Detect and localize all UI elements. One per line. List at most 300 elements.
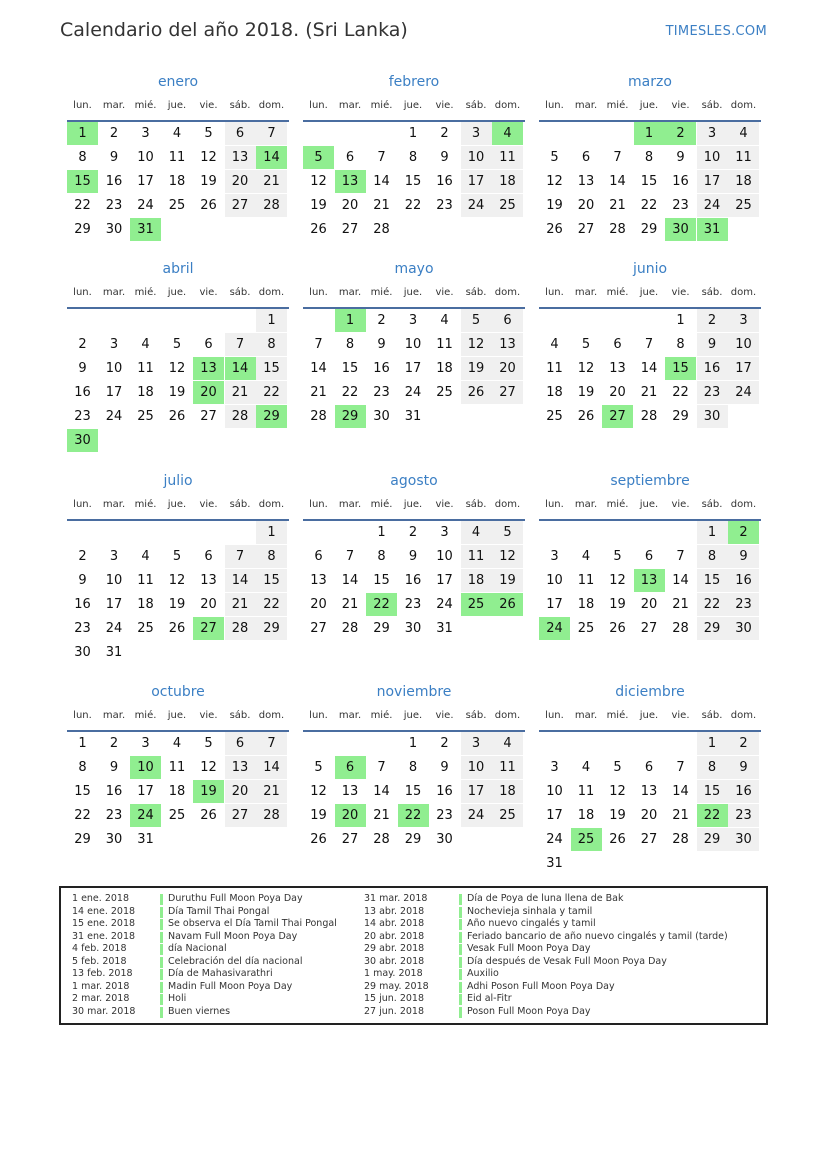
day-cell: 4 <box>550 337 559 352</box>
day-cell: 12 <box>310 784 327 799</box>
day-cell: 28 <box>609 222 626 237</box>
weekday-header: lun. <box>545 287 564 298</box>
weekday-header: mié. <box>134 710 157 721</box>
day-cell: 21 <box>225 593 256 616</box>
legend-date: 4 feb. 2018 <box>72 943 127 954</box>
day-cell: 7 <box>256 122 287 145</box>
holiday-day-cell: 4 <box>492 122 523 145</box>
holiday-day-cell: 5 <box>303 146 334 169</box>
day-cell: 1 <box>256 309 287 332</box>
holiday-day-cell: 31 <box>697 218 728 241</box>
day-cell: 7 <box>314 337 323 352</box>
month-name: abril <box>162 261 194 277</box>
day-cell: 13 <box>200 573 217 588</box>
day-cell: 24 <box>137 198 154 213</box>
holiday-day-cell: 13 <box>634 569 665 592</box>
day-cell: 27 <box>341 832 359 847</box>
day-cell: 5 <box>204 736 213 751</box>
month-junio <box>539 261 761 461</box>
day-cell: 17 <box>728 357 759 380</box>
day-cell: 6 <box>314 549 323 564</box>
day-cell: 19 <box>492 569 523 592</box>
day-cell: 14 <box>341 573 359 588</box>
holiday-day-cell: 22 <box>398 804 429 827</box>
weekday-header: dom. <box>494 100 521 111</box>
weekday-header: dom. <box>730 710 757 721</box>
day-cell: 27 <box>225 804 256 827</box>
weekday-header: jue. <box>167 100 187 111</box>
holiday-day-cell: 20 <box>193 381 224 404</box>
day-cell: 17 <box>105 597 123 612</box>
day-cell: 10 <box>546 784 563 799</box>
day-cell: 12 <box>168 573 186 588</box>
day-cell: 21 <box>225 381 256 404</box>
weekday-header: mié. <box>606 499 629 510</box>
holiday-day-cell: 20 <box>335 804 366 827</box>
day-cell: 25 <box>168 808 186 823</box>
day-cell: 21 <box>373 198 390 213</box>
month-abril <box>67 261 289 461</box>
day-cell: 6 <box>204 337 213 352</box>
day-cell: 23 <box>728 804 759 827</box>
legend-holiday-name: Poson Full Moon Poya Day <box>467 1005 591 1017</box>
holiday-day-cell: 26 <box>492 593 523 616</box>
weekday-header: mié. <box>606 100 629 111</box>
weekday-header: jue. <box>639 710 659 721</box>
day-cell: 8 <box>697 545 728 568</box>
legend-date: 13 abr. 2018 <box>364 905 425 917</box>
day-cell: 9 <box>676 150 685 165</box>
weekday-header: lun. <box>545 499 564 510</box>
day-cell: 22 <box>697 593 728 616</box>
day-cell: 23 <box>436 808 453 823</box>
day-cell: 30 <box>697 405 728 428</box>
holiday-day-cell: 29 <box>256 405 287 428</box>
day-cell: 5 <box>461 309 492 332</box>
weekday-header: mié. <box>606 710 629 721</box>
weekday-header: jue. <box>167 499 187 510</box>
day-cell: 13 <box>640 784 658 799</box>
legend-color-marker <box>160 957 163 968</box>
day-cell: 23 <box>373 385 390 400</box>
weekday-header: mié. <box>606 287 629 298</box>
day-cell: 1 <box>697 521 728 544</box>
day-cell: 23 <box>697 381 728 404</box>
day-cell: 11 <box>137 573 154 588</box>
weekday-header: jue. <box>403 499 423 510</box>
day-cell: 1 <box>408 736 418 751</box>
weekday-header: mié. <box>370 100 393 111</box>
day-cell: 28 <box>672 832 689 847</box>
day-cell: 25 <box>436 385 453 400</box>
day-cell: 12 <box>310 174 327 189</box>
day-cell: 25 <box>137 409 154 424</box>
weekday-header: dom. <box>258 100 285 111</box>
holiday-day-cell: 30 <box>67 429 98 452</box>
day-cell: 12 <box>200 150 217 165</box>
day-cell: 16 <box>74 385 91 400</box>
legend-holiday-name: Vesak Full Moon Poya Day <box>467 943 591 954</box>
day-cell: 3 <box>109 337 119 352</box>
holiday-day-cell: 25 <box>571 828 602 851</box>
weekday-header: sáb. <box>465 287 487 298</box>
day-cell: 15 <box>640 174 658 189</box>
day-cell: 22 <box>256 381 287 404</box>
day-cell: 18 <box>137 597 154 612</box>
day-cell: 15 <box>404 784 422 799</box>
day-cell: 28 <box>373 222 390 237</box>
day-cell: 18 <box>546 385 563 400</box>
day-cell: 14 <box>640 361 658 376</box>
day-cell: 13 <box>310 573 327 588</box>
day-cell: 12 <box>200 760 217 775</box>
day-cell: 23 <box>105 808 123 823</box>
day-cell: 12 <box>461 333 492 356</box>
day-cell: 9 <box>728 756 759 779</box>
legend-color-marker <box>459 969 462 980</box>
weekday-header: sáb. <box>229 100 251 111</box>
day-cell: 19 <box>609 597 626 612</box>
day-cell: 13 <box>225 756 256 779</box>
day-cell: 27 <box>310 621 327 636</box>
day-cell: 7 <box>256 732 287 755</box>
month-marzo <box>539 74 761 274</box>
day-cell: 24 <box>436 597 453 612</box>
day-cell: 2 <box>408 525 418 540</box>
day-cell: 6 <box>613 337 622 352</box>
day-cell: 23 <box>436 198 453 213</box>
day-cell: 7 <box>676 549 685 564</box>
day-cell: 10 <box>461 756 492 779</box>
holiday-day-cell: 22 <box>697 804 728 827</box>
day-cell: 7 <box>225 333 256 356</box>
day-cell: 30 <box>728 617 759 640</box>
day-cell: 5 <box>613 760 622 775</box>
weekday-header: mar. <box>102 100 126 111</box>
day-cell: 28 <box>640 409 658 424</box>
legend-date: 5 feb. 2018 <box>72 955 127 967</box>
legend-date: 27 jun. 2018 <box>364 1005 425 1017</box>
weekday-header: mar. <box>102 710 126 721</box>
day-cell: 9 <box>728 545 759 568</box>
legend-date: 30 mar. 2018 <box>72 1005 136 1017</box>
day-cell: 23 <box>672 198 689 213</box>
day-cell: 5 <box>550 150 559 165</box>
day-cell: 4 <box>172 736 182 751</box>
day-cell: 14 <box>310 361 327 376</box>
day-cell: 8 <box>256 545 287 568</box>
day-cell: 29 <box>404 832 422 847</box>
day-cell: 23 <box>74 621 91 636</box>
weekday-header: lun. <box>309 710 328 721</box>
day-cell: 7 <box>225 545 256 568</box>
day-cell: 6 <box>581 150 591 165</box>
day-cell: 10 <box>436 549 453 564</box>
day-cell: 16 <box>373 361 390 376</box>
day-cell: 29 <box>672 409 689 424</box>
month-name: agosto <box>390 473 438 489</box>
legend-holiday-name: Celebración del día nacional <box>168 955 303 967</box>
day-cell: 18 <box>492 170 523 193</box>
weekday-header: mar. <box>574 499 598 510</box>
day-cell: 10 <box>105 573 123 588</box>
legend-color-marker <box>160 894 163 905</box>
weekday-header: jue. <box>403 287 423 298</box>
day-cell: 12 <box>492 545 523 568</box>
weekday-header: dom. <box>730 499 757 510</box>
weekday-header: dom. <box>258 499 285 510</box>
day-cell: 25 <box>492 194 523 217</box>
weekday-header: mié. <box>134 287 157 298</box>
day-cell: 14 <box>609 174 626 189</box>
day-cell: 28 <box>256 194 287 217</box>
day-cell: 13 <box>609 361 626 376</box>
day-cell: 24 <box>728 381 759 404</box>
day-cell: 28 <box>373 832 390 847</box>
day-cell: 20 <box>640 808 658 823</box>
weekday-header: dom. <box>494 710 521 721</box>
day-cell: 9 <box>440 150 449 165</box>
legend-color-marker <box>459 919 462 930</box>
day-cell: 25 <box>168 198 186 213</box>
day-cell: 29 <box>640 222 658 237</box>
day-cell: 19 <box>310 198 327 213</box>
day-cell: 26 <box>310 832 327 847</box>
day-cell: 11 <box>577 573 595 588</box>
day-cell: 27 <box>492 381 523 404</box>
day-cell: 19 <box>461 357 492 380</box>
day-cell: 24 <box>105 621 123 636</box>
day-cell: 9 <box>408 549 418 564</box>
month-name: diciembre <box>615 684 685 700</box>
day-cell: 8 <box>676 337 685 352</box>
day-cell: 16 <box>672 174 689 189</box>
day-cell: 2 <box>109 736 119 751</box>
day-cell: 24 <box>404 385 422 400</box>
weekday-header: mar. <box>574 710 598 721</box>
month-name: marzo <box>628 74 672 90</box>
legend-date: 15 ene. 2018 <box>72 918 136 929</box>
day-cell: 10 <box>728 333 759 356</box>
day-cell: 13 <box>492 333 523 356</box>
day-cell: 18 <box>728 170 759 193</box>
month-septiembre <box>539 473 761 673</box>
day-cell: 8 <box>256 333 287 356</box>
weekday-header: lun. <box>309 100 328 111</box>
month-name: julio <box>163 473 193 489</box>
day-cell: 30 <box>728 828 759 851</box>
weekday-header: mar. <box>574 100 598 111</box>
holiday-day-cell: 22 <box>366 593 397 616</box>
weekday-header: sáb. <box>229 710 251 721</box>
holiday-day-cell: 30 <box>665 218 696 241</box>
day-cell: 18 <box>436 361 453 376</box>
holiday-day-cell: 13 <box>335 170 366 193</box>
day-cell: 17 <box>461 170 492 193</box>
day-cell: 4 <box>172 126 182 141</box>
day-cell: 22 <box>341 385 359 400</box>
day-cell: 26 <box>577 409 595 424</box>
day-cell: 28 <box>341 621 359 636</box>
day-cell: 21 <box>373 808 390 823</box>
weekday-header: jue. <box>167 710 187 721</box>
day-cell: 9 <box>78 361 87 376</box>
weekday-header: dom. <box>730 100 757 111</box>
day-cell: 9 <box>440 760 449 775</box>
day-cell: 2 <box>109 126 119 141</box>
day-cell: 15 <box>697 569 728 592</box>
weekday-header: vie. <box>435 499 454 510</box>
day-cell: 23 <box>105 198 123 213</box>
weekday-header: sáb. <box>701 100 723 111</box>
legend-color-marker <box>160 907 163 918</box>
day-cell: 23 <box>404 597 422 612</box>
day-cell: 28 <box>256 804 287 827</box>
day-cell: 26 <box>461 381 492 404</box>
weekday-header: mar. <box>574 287 598 298</box>
day-cell: 12 <box>609 573 626 588</box>
legend-color-marker <box>459 982 462 993</box>
day-cell: 17 <box>697 170 728 193</box>
legend-holiday-name: Navam Full Moon Poya Day <box>168 930 298 942</box>
day-cell: 12 <box>609 784 626 799</box>
day-cell: 20 <box>310 597 327 612</box>
month-mayo <box>303 261 525 461</box>
legend-holiday-name: Auxilio <box>467 968 499 979</box>
month-octubre <box>67 684 289 884</box>
holiday-day-cell: 14 <box>225 357 256 380</box>
holiday-day-cell: 13 <box>193 357 224 380</box>
month-julio <box>67 473 289 673</box>
day-cell: 19 <box>168 597 186 612</box>
day-cell: 8 <box>78 760 87 775</box>
weekday-header: dom. <box>730 287 757 298</box>
day-cell: 17 <box>105 385 123 400</box>
day-cell: 15 <box>256 569 287 592</box>
legend-color-marker <box>459 994 462 1005</box>
legend-holiday-name: Feriado bancario de año nuevo cingalés y tamil (tarde) <box>467 930 728 942</box>
weekday-header: vie. <box>199 710 218 721</box>
legend-holiday-name: día Nacional <box>168 943 227 954</box>
weekday-header: mar. <box>338 710 362 721</box>
legend-holiday-name: Se observa el Día Tamil Thai Pongal <box>168 918 337 929</box>
day-cell: 10 <box>461 146 492 169</box>
day-cell: 2 <box>440 126 449 141</box>
weekday-header: lun. <box>73 100 92 111</box>
weekday-header: mié. <box>134 499 157 510</box>
day-cell: 11 <box>728 146 759 169</box>
day-cell: 8 <box>345 337 355 352</box>
day-cell: 24 <box>697 194 728 217</box>
weekday-header: lun. <box>545 710 564 721</box>
day-cell: 1 <box>256 521 287 544</box>
day-cell: 8 <box>408 150 418 165</box>
day-cell: 18 <box>577 597 595 612</box>
day-cell: 30 <box>404 621 422 636</box>
weekday-header: dom. <box>494 287 521 298</box>
day-cell: 11 <box>168 150 186 165</box>
day-cell: 15 <box>373 573 390 588</box>
day-cell: 5 <box>581 337 591 352</box>
day-cell: 9 <box>377 337 386 352</box>
holiday-day-cell: 15 <box>665 357 696 380</box>
legend-holiday-name: Día después de Vesak Full Moon Poya Day <box>467 955 667 967</box>
holiday-day-cell: 10 <box>130 756 161 779</box>
day-cell: 3 <box>461 122 492 145</box>
day-cell: 9 <box>109 150 119 165</box>
day-cell: 8 <box>377 549 386 564</box>
day-cell: 8 <box>697 756 728 779</box>
day-cell: 20 <box>341 198 359 213</box>
day-cell: 16 <box>728 569 759 592</box>
weekday-header: vie. <box>199 499 218 510</box>
day-cell: 27 <box>640 621 658 636</box>
weekday-header: vie. <box>671 710 690 721</box>
legend-date: 29 abr. 2018 <box>364 943 425 954</box>
day-cell: 1 <box>676 313 685 328</box>
day-cell: 27 <box>577 222 595 237</box>
weekday-header: dom. <box>258 287 285 298</box>
day-cell: 25 <box>492 804 523 827</box>
day-cell: 12 <box>577 361 595 376</box>
day-cell: 11 <box>577 784 595 799</box>
day-cell: 4 <box>492 732 523 755</box>
month-name: junio <box>632 261 668 277</box>
day-cell: 14 <box>256 756 287 779</box>
day-cell: 10 <box>404 337 422 352</box>
day-cell: 21 <box>672 597 689 612</box>
day-cell: 18 <box>461 569 492 592</box>
day-cell: 11 <box>168 760 186 775</box>
weekday-header: jue. <box>639 287 659 298</box>
day-cell: 15 <box>74 784 91 799</box>
legend-date: 14 abr. 2018 <box>364 918 425 929</box>
day-cell: 2 <box>697 309 728 332</box>
day-cell: 3 <box>728 309 759 332</box>
weekday-header: mié. <box>370 287 393 298</box>
legend-date: 31 mar. 2018 <box>364 893 428 904</box>
weekday-header: jue. <box>639 499 659 510</box>
weekday-header: lun. <box>73 710 92 721</box>
weekday-header: mar. <box>338 100 362 111</box>
day-cell: 5 <box>204 126 213 141</box>
day-cell: 21 <box>640 385 658 400</box>
day-cell: 21 <box>310 385 327 400</box>
day-cell: 24 <box>461 194 492 217</box>
weekday-header: mar. <box>338 499 362 510</box>
day-cell: 24 <box>105 409 123 424</box>
day-cell: 9 <box>78 573 87 588</box>
day-cell: 3 <box>440 525 449 540</box>
legend-holiday-name: Adhi Poson Full Moon Poya Day <box>467 980 615 992</box>
brand-link[interactable]: TIMESLES.COM <box>665 24 767 39</box>
day-cell: 1 <box>697 732 728 755</box>
day-cell: 30 <box>436 832 453 847</box>
day-cell: 6 <box>345 150 355 165</box>
day-cell: 9 <box>109 760 119 775</box>
day-cell: 9 <box>697 333 728 356</box>
weekday-header: sáb. <box>229 499 251 510</box>
weekday-header: mar. <box>102 287 126 298</box>
day-cell: 21 <box>341 597 359 612</box>
day-cell: 22 <box>640 198 658 213</box>
day-cell: 3 <box>697 122 728 145</box>
day-cell: 31 <box>137 832 154 847</box>
day-cell: 3 <box>141 126 150 141</box>
legend-color-marker <box>459 894 462 905</box>
day-cell: 7 <box>377 760 386 775</box>
day-cell: 1 <box>408 126 418 141</box>
